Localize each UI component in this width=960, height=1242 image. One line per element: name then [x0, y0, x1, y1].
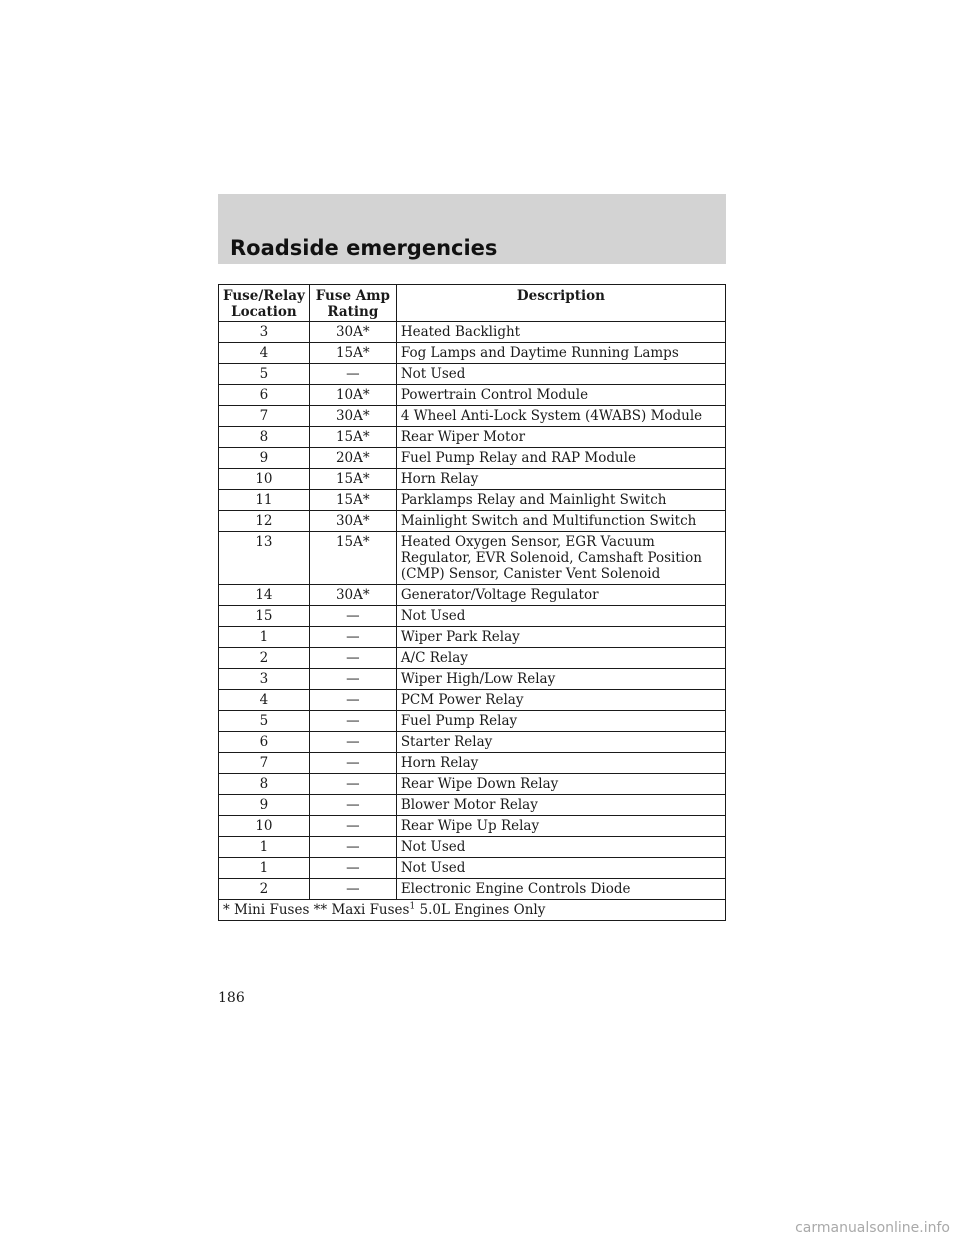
cell-description [396, 711, 725, 732]
description-line: Powertrain Control Module [400, 387, 589, 403]
cell-description [396, 753, 725, 774]
column-header-location-line-1: Fuse/Relay [223, 288, 305, 304]
cell-location: 8 [219, 427, 310, 448]
cell-location: 14 [219, 585, 310, 606]
table-row [219, 469, 726, 490]
description-line: Fuel Pump Relay and RAP Module [400, 450, 636, 466]
cell-description [396, 585, 725, 606]
table-row [219, 448, 726, 469]
table-row [219, 753, 726, 774]
cell-location: 12 [219, 511, 310, 532]
table-row [219, 406, 726, 427]
cell-description [396, 690, 725, 711]
cell-description [396, 343, 725, 364]
table-row [219, 837, 726, 858]
cell-location: 1 [219, 627, 310, 648]
cell-location: 1 [219, 837, 310, 858]
section-header-band [218, 194, 726, 264]
description-line: Mainlight Switch and Multifunction Switch [400, 513, 697, 529]
column-header-amp [309, 285, 396, 322]
cell-description [396, 606, 725, 627]
description-line: Starter Relay [400, 734, 493, 750]
description-line: Not Used [400, 860, 466, 876]
cell-amp-rating: — [309, 837, 396, 858]
cell-location: 10 [219, 469, 310, 490]
table-row [219, 606, 726, 627]
cell-description [396, 364, 725, 385]
cell-location: 4 [219, 343, 310, 364]
cell-location: 3 [219, 322, 310, 343]
cell-description [396, 648, 725, 669]
cell-location: 11 [219, 490, 310, 511]
table-row [219, 322, 726, 343]
table-row [219, 585, 726, 606]
cell-location: 6 [219, 732, 310, 753]
footnote-cell [219, 900, 726, 921]
cell-location: 2 [219, 648, 310, 669]
description-line: Wiper High/Low Relay [400, 671, 556, 687]
description-line: Fog Lamps and Daytime Running Lamps [400, 345, 679, 361]
cell-description [396, 511, 725, 532]
cell-description [396, 385, 725, 406]
table-row [219, 816, 726, 837]
cell-location: 4 [219, 690, 310, 711]
footnote-row [219, 900, 726, 921]
cell-description [396, 669, 725, 690]
description-line: Wiper Park Relay [400, 629, 520, 645]
description-line: Regulator, EVR Solenoid, Camshaft Position [400, 550, 702, 566]
cell-amp-rating: — [309, 627, 396, 648]
cell-description [396, 532, 725, 585]
cell-amp-rating: 30A* [309, 585, 396, 606]
cell-location: 3 [219, 669, 310, 690]
cell-location: 9 [219, 448, 310, 469]
table-row [219, 648, 726, 669]
cell-amp-rating: — [309, 648, 396, 669]
table-body [219, 322, 726, 900]
description-line: A/C Relay [400, 650, 468, 666]
page-number: 186 [218, 990, 245, 1006]
table-row [219, 490, 726, 511]
cell-description [396, 774, 725, 795]
table-row [219, 627, 726, 648]
cell-location: 5 [219, 711, 310, 732]
cell-amp-rating: — [309, 669, 396, 690]
table-row [219, 511, 726, 532]
cell-description [396, 879, 725, 900]
description-line: Electronic Engine Controls Diode [400, 881, 631, 897]
description-line: Horn Relay [400, 471, 479, 487]
table-row [219, 795, 726, 816]
column-header-location-line-2: Location [231, 304, 297, 320]
cell-amp-rating: 15A* [309, 532, 396, 585]
cell-location: 15 [219, 606, 310, 627]
cell-description [396, 816, 725, 837]
cell-location: 8 [219, 774, 310, 795]
cell-description [396, 490, 725, 511]
footnote-suffix: 5.0L Engines Only [419, 902, 546, 918]
description-line: Rear Wiper Motor [400, 429, 526, 445]
table-row [219, 427, 726, 448]
cell-location: 7 [219, 406, 310, 427]
cell-amp-rating: 15A* [309, 427, 396, 448]
table-row [219, 690, 726, 711]
fuse-relay-table [218, 284, 726, 921]
cell-amp-rating: 15A* [309, 343, 396, 364]
cell-location: 5 [219, 364, 310, 385]
description-line: Not Used [400, 366, 466, 382]
cell-amp-rating: — [309, 858, 396, 879]
cell-description [396, 858, 725, 879]
cell-amp-rating: — [309, 816, 396, 837]
description-line: Rear Wipe Down Relay [400, 776, 559, 792]
description-line: (CMP) Sensor, Canister Vent Solenoid [400, 566, 661, 582]
description-line: PCM Power Relay [400, 692, 524, 708]
table-row [219, 711, 726, 732]
cell-amp-rating: 30A* [309, 511, 396, 532]
cell-description [396, 406, 725, 427]
footnote-prefix: * Mini Fuses ** Maxi Fuses [223, 902, 410, 918]
table-row [219, 532, 726, 585]
cell-amp-rating: — [309, 711, 396, 732]
description-line: Rear Wipe Up Relay [400, 818, 540, 834]
footnote-marker: 1 [409, 901, 416, 912]
column-header-amp-line-2: Rating [327, 304, 379, 320]
description-line: Heated Backlight [400, 324, 521, 340]
column-header-amp-line-1: Fuse Amp [315, 288, 390, 304]
section-title: Roadside emergencies [230, 236, 498, 260]
description-line: Not Used [400, 839, 466, 855]
description-line: Heated Oxygen Sensor, EGR Vacuum [400, 534, 655, 550]
cell-amp-rating: — [309, 364, 396, 385]
column-header-description: Description [396, 285, 725, 322]
cell-description [396, 469, 725, 490]
cell-description [396, 732, 725, 753]
cell-location: 10 [219, 816, 310, 837]
cell-amp-rating: — [309, 606, 396, 627]
description-line: Blower Motor Relay [400, 797, 538, 813]
description-line: Generator/Voltage Regulator [400, 587, 599, 603]
table-row [219, 343, 726, 364]
table-row [219, 774, 726, 795]
table-header-row [219, 285, 726, 322]
cell-amp-rating: — [309, 879, 396, 900]
cell-description [396, 837, 725, 858]
cell-location: 1 [219, 858, 310, 879]
cell-location: 9 [219, 795, 310, 816]
cell-amp-rating: — [309, 795, 396, 816]
cell-amp-rating: — [309, 774, 396, 795]
cell-amp-rating: 15A* [309, 469, 396, 490]
column-header-location [219, 285, 310, 322]
cell-description [396, 627, 725, 648]
description-line: Fuel Pump Relay [400, 713, 518, 729]
cell-description [396, 448, 725, 469]
cell-location: 2 [219, 879, 310, 900]
cell-amp-rating: 20A* [309, 448, 396, 469]
cell-location: 13 [219, 532, 310, 585]
table-row [219, 732, 726, 753]
cell-description [396, 322, 725, 343]
description-line: Not Used [400, 608, 466, 624]
cell-amp-rating: — [309, 732, 396, 753]
cell-amp-rating: — [309, 753, 396, 774]
cell-location: 6 [219, 385, 310, 406]
cell-description [396, 795, 725, 816]
cell-description [396, 427, 725, 448]
watermark-text: carmanualsonline.info [795, 1220, 950, 1236]
cell-amp-rating: 10A* [309, 385, 396, 406]
table-row [219, 879, 726, 900]
description-line: 4 Wheel Anti-Lock System (4WABS) Module [400, 408, 703, 424]
cell-amp-rating: 15A* [309, 490, 396, 511]
cell-amp-rating: — [309, 690, 396, 711]
table-row [219, 364, 726, 385]
cell-location: 7 [219, 753, 310, 774]
description-line: Horn Relay [400, 755, 479, 771]
cell-amp-rating: 30A* [309, 322, 396, 343]
description-line: Parklamps Relay and Mainlight Switch [400, 492, 667, 508]
cell-amp-rating: 30A* [309, 406, 396, 427]
table-row [219, 385, 726, 406]
table-row [219, 669, 726, 690]
table-row [219, 858, 726, 879]
